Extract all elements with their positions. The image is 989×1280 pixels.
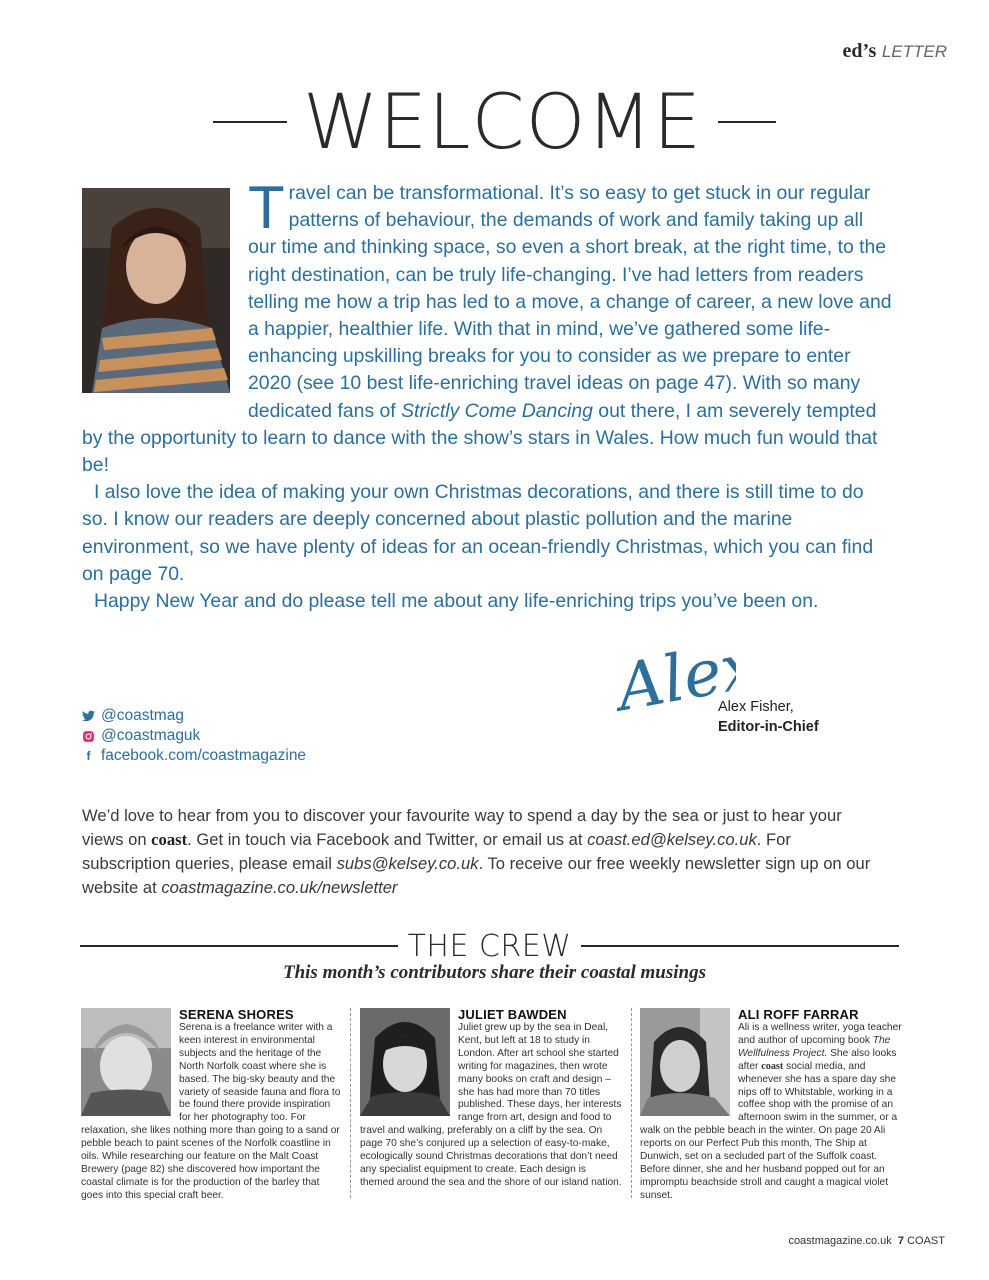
- editor-name: Alex Fisher,: [718, 699, 794, 715]
- welcome-heading-row: [0, 77, 989, 166]
- column-divider-1: [350, 1008, 351, 1198]
- contact-text-1: We’d love to hear from you to discover your favourite way to spend a day by the sea or just to hear your views on: [82, 806, 842, 849]
- contributor-photo-serena: [81, 1008, 171, 1116]
- section-tag-letter: LETTER: [881, 42, 947, 61]
- contact-info: [82, 804, 882, 900]
- editor-role: Editor-in-Chief: [718, 719, 819, 735]
- contact-email[interactable]: coast.ed@kelsey.co.uk: [587, 830, 757, 849]
- welcome-rule-left: [213, 121, 287, 123]
- brand-name-inline: coast: [761, 1060, 784, 1072]
- signature-text: Alex: [616, 628, 736, 726]
- twitter-handle: @coastmag: [101, 707, 184, 724]
- section-tag: [843, 40, 947, 63]
- contributor-name-ali: ALI ROFF FARRAR: [738, 1007, 859, 1022]
- social-item-instagram[interactable]: [82, 726, 306, 746]
- contact-text-2: . Get in touch via Facebook and Twitter, or email us at: [187, 830, 588, 849]
- social-item-twitter[interactable]: [82, 706, 306, 726]
- contributor-serena: [81, 1007, 343, 1203]
- letter-paragraph-3: Happy New Year and do please tell me about any life-enriching trips you’ve been on.: [94, 590, 819, 613]
- contact-text-4: . To receive our free weekly newsletter sign up on our website at: [82, 854, 871, 897]
- contributor-bio-ali-c: social media, and whenever she has a spare day she nips off to Whitstable, working in a coffee shop with the promise of an afternoon swim in the summer, or a walk on the pebble beach in the winter. On page 20 Ali reports on our Perfect Pub this month, The Ship at Dunwich, set on a secluded part of the Suffolk coast. Before dinner, she and her husband popped out for an impromptu beachside stroll and caught a magical violet sunset.: [640, 1060, 898, 1201]
- brand-name: coast: [151, 830, 188, 849]
- editor-signoff: [718, 697, 819, 737]
- facebook-url: facebook.com/coastmagazine: [101, 747, 307, 764]
- contributor-photo-juliet: [360, 1008, 450, 1116]
- section-tag-eds: ed’s: [842, 40, 877, 62]
- crew-heading-row: [80, 928, 899, 964]
- contributor-bio-juliet: Juliet grew up by the sea in Deal, Kent, but left at 18 to study in London. After art school she started writing for magazines, then wrote many books on craft and design – she has had more than 70 titles published. These days, her interests range from art, design and food to travel and walking, preferably on a cliff by the sea. On page 70 she’s conjured up a selection of easy-to-make, ecologically sound Christmas decorations that don’t need any specialist equipment to create. Each design is themed around the sea and the shore of our island nation.: [360, 1022, 622, 1188]
- crew-rule-right: [581, 945, 899, 947]
- letter-paragraph-2: I also love the idea of making your own Christmas decorations, and there is still time to do so. I know our readers are deeply concerned about plastic pollution and the marine environment, so we have plenty of ideas for an ocean-friendly Christmas, which you can find on page 70.: [82, 481, 874, 585]
- contributor-name-juliet: JULIET BAWDEN: [458, 1007, 567, 1022]
- welcome-rule-right: [718, 121, 776, 123]
- book-title: The Wellfulness Project.: [738, 1034, 891, 1059]
- drop-cap: T: [248, 174, 285, 241]
- page-number: 7: [897, 1235, 905, 1247]
- column-divider-2: [631, 1008, 632, 1198]
- crew-rule-left: [80, 945, 398, 947]
- footer-site: coastmagazine.co.uk: [788, 1235, 892, 1247]
- contributor-photo-ali: [640, 1008, 730, 1116]
- contributor-ali: [640, 1007, 902, 1203]
- crew-title: THE CREW: [407, 928, 572, 964]
- contact-text-3: . For subscription queries, please email: [82, 830, 791, 873]
- facebook-icon: f: [86, 749, 91, 763]
- crew-subtitle: This month’s contributors share their coastal musings: [282, 962, 707, 983]
- page-title: WELCOME: [303, 77, 702, 166]
- footer-magazine: COAST: [907, 1235, 945, 1247]
- letter-para1-a: ravel can be transformational. It’s so easy to get stuck in our regular patterns of behaviour, the demands of work and family taking up all our time and thinking space, so even a short break, at the right time, to the right destination, can be truly life-changing. I’ve had letters from readers telling me how a trip has led to a move, a change of career, a new love and a happier, healthier life. With that in mind, we’ve gathered some life-enhancing upskilling breaks for you to consider as we prepare to enter 2020 (see 10 best life-enriching travel ideas on page 47). With so many dedicated fans of: [248, 182, 892, 422]
- letter-para1-b: out there, I am severely tempted by the opportunity to learn to dance with the show’s stars in Wales. How much fun would that be!: [82, 399, 878, 477]
- contributor-juliet: [360, 1007, 622, 1190]
- twitter-icon: [82, 710, 95, 723]
- contributor-bio-ali-b: She also looks after: [738, 1047, 897, 1072]
- contributor-bio-serena: Serena is a freelance writer with a keen interest in environmental subjects and the heritage of the North Norfolk coast where she is based. The big-sky beauty and the variety of seaside fauna and flora to be found there provide inspiration for her photography too. For relaxation, she likes nothing more than going to a sand or pebble beach to paint scenes of the Norfolk coastline in oils. While researching our feature on the Malt Coast Brewery (page 82) she discovered how important the coastal climate is for the production of the barley that goes into this special craft beer.: [81, 1022, 341, 1201]
- newsletter-link[interactable]: coastmagazine.co.uk/newsletter: [161, 878, 398, 897]
- page-footer: [788, 1235, 945, 1247]
- letter-para1-italic: Strictly Come Dancing: [401, 399, 593, 422]
- contributor-bio-ali-a: Ali is a wellness writer, yoga teacher and author of upcoming book: [738, 1022, 902, 1046]
- instagram-icon: [82, 730, 95, 743]
- portrait-wrap-spacer: [82, 180, 248, 398]
- editor-letter: [82, 174, 892, 615]
- contributor-name-serena: SERENA SHORES: [179, 1007, 294, 1022]
- social-links: [82, 706, 306, 766]
- social-item-facebook[interactable]: [82, 746, 306, 766]
- instagram-handle: @coastmaguk: [101, 727, 201, 744]
- subscription-email[interactable]: subs@kelsey.co.uk: [336, 854, 479, 873]
